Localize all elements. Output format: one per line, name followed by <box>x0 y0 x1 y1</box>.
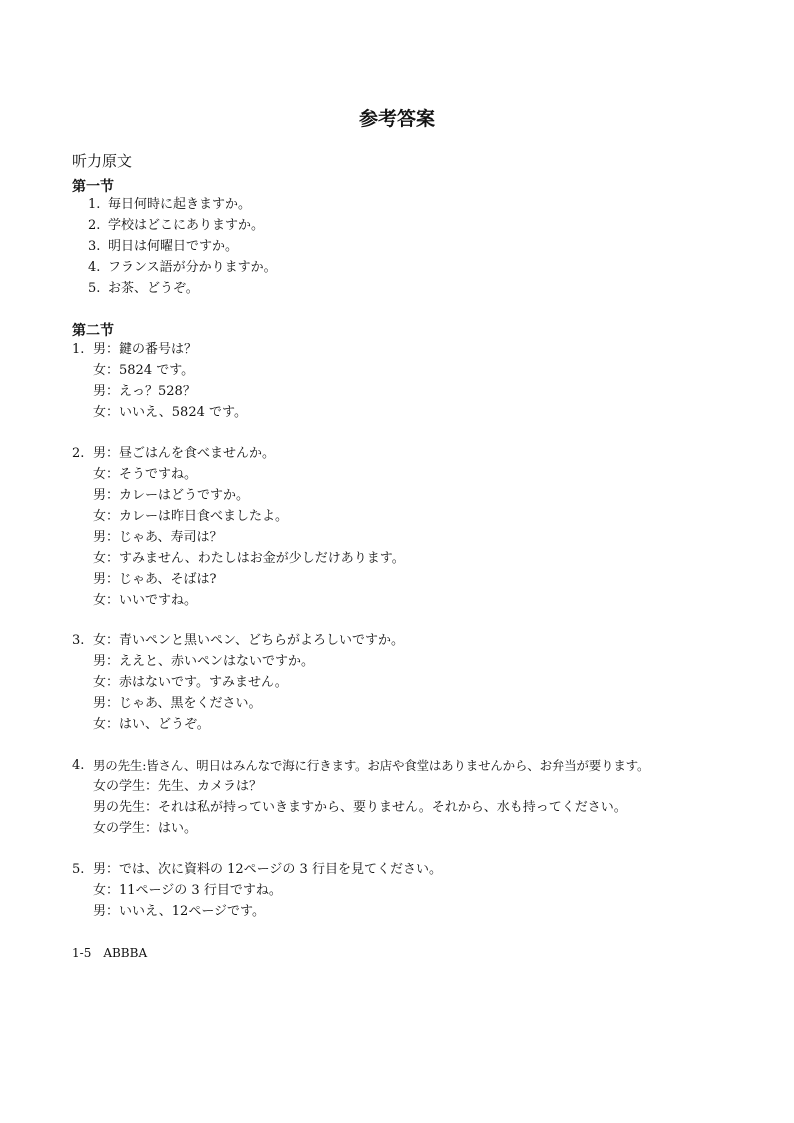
dialogue-line: 女：はい、どうぞ。 <box>93 717 210 732</box>
section-2-heading: 第二节 <box>72 323 114 339</box>
item-number: 2. <box>88 218 101 233</box>
dialogue-number: 1. <box>72 342 85 357</box>
list-item <box>88 195 251 215</box>
subtitle: 听力原文 <box>72 152 133 170</box>
dialogue-line: 女の学生：はい。 <box>93 821 198 836</box>
dialogue-number: 3. <box>72 633 85 648</box>
list-item <box>88 258 277 278</box>
item-text: 学校はどこにありますか。 <box>108 218 265 233</box>
dialogue-line: 女：5824 です。 <box>93 363 195 378</box>
item-number: 5. <box>88 281 101 296</box>
dialogue-line: 女：11ページの 3 行目ですね。 <box>93 883 282 898</box>
answer-key: 1-5 ABBBA <box>72 946 148 960</box>
dialogue-line: 女：赤はないです。すみません。 <box>93 675 288 690</box>
dialogue-number: 5. <box>72 862 85 877</box>
page-title: 参考答案 <box>358 108 435 130</box>
item-text: お茶、どうぞ。 <box>108 281 199 296</box>
dialogue-line: 女の学生：先生、カメラは？ <box>93 779 263 794</box>
dialogue-line: 男：では、次に資料の 12ページの 3 行目を見てください。 <box>93 862 442 877</box>
item-text: 毎日何時に起きますか。 <box>108 197 252 212</box>
dialogue-line: 女：カレーは昨日食べましたよ。 <box>93 509 289 524</box>
list-item <box>88 279 199 299</box>
dialogue-line: 男：じゃあ、黒をください。 <box>93 696 262 711</box>
list-item <box>88 216 264 236</box>
dialogue-line: 女：そうですね。 <box>93 467 198 482</box>
dialogue-line: 男の先生：それは私が持っていきますから、要りません。それから、水も持ってください。 <box>93 800 627 815</box>
dialogue-line: 男：ええと、赤いペンはないですか。 <box>93 654 315 669</box>
dialogue-line: 女：いいですね。 <box>93 593 198 608</box>
dialogue-line: 男：昼ごはんを食べませんか。 <box>93 446 276 461</box>
dialogue-line: 女：いいえ、5824 です。 <box>93 405 247 420</box>
dialogue-line: 男の先生:皆さん、明日はみんなで海に行きます。お店や食堂はありませんから、お弁当が要ります。 <box>93 758 650 773</box>
item-number: 3. <box>88 239 101 254</box>
section-1-heading: 第一节 <box>72 179 114 195</box>
item-number: 1. <box>88 197 101 212</box>
dialogue-line: 男：じゃあ、寿司は？ <box>93 530 223 545</box>
dialogue-line: 男：えっ？528？ <box>93 384 196 399</box>
list-item <box>88 237 238 257</box>
dialogue-number: 2. <box>72 446 85 461</box>
dialogue-line: 男：カレーはどうですか。 <box>93 488 250 503</box>
dialogue-line: 女：青いペンと黒いペン、どちらがよろしいですか。 <box>93 633 404 648</box>
dialogue-number: 4. <box>72 758 85 773</box>
item-text: 明日は何曜日ですか。 <box>108 239 239 254</box>
dialogue-line: 女：すみません、わたしはお金が少しだけあります。 <box>93 551 405 566</box>
dialogue-line: 男：じゃあ、そばは? <box>93 572 217 587</box>
dialogue-line: 男：鍵の番号は？ <box>93 342 198 357</box>
item-number: 4. <box>88 260 101 275</box>
item-text: フランス語が分かりますか。 <box>108 260 277 275</box>
dialogue-line: 男：いいえ、12ページです。 <box>93 904 266 919</box>
